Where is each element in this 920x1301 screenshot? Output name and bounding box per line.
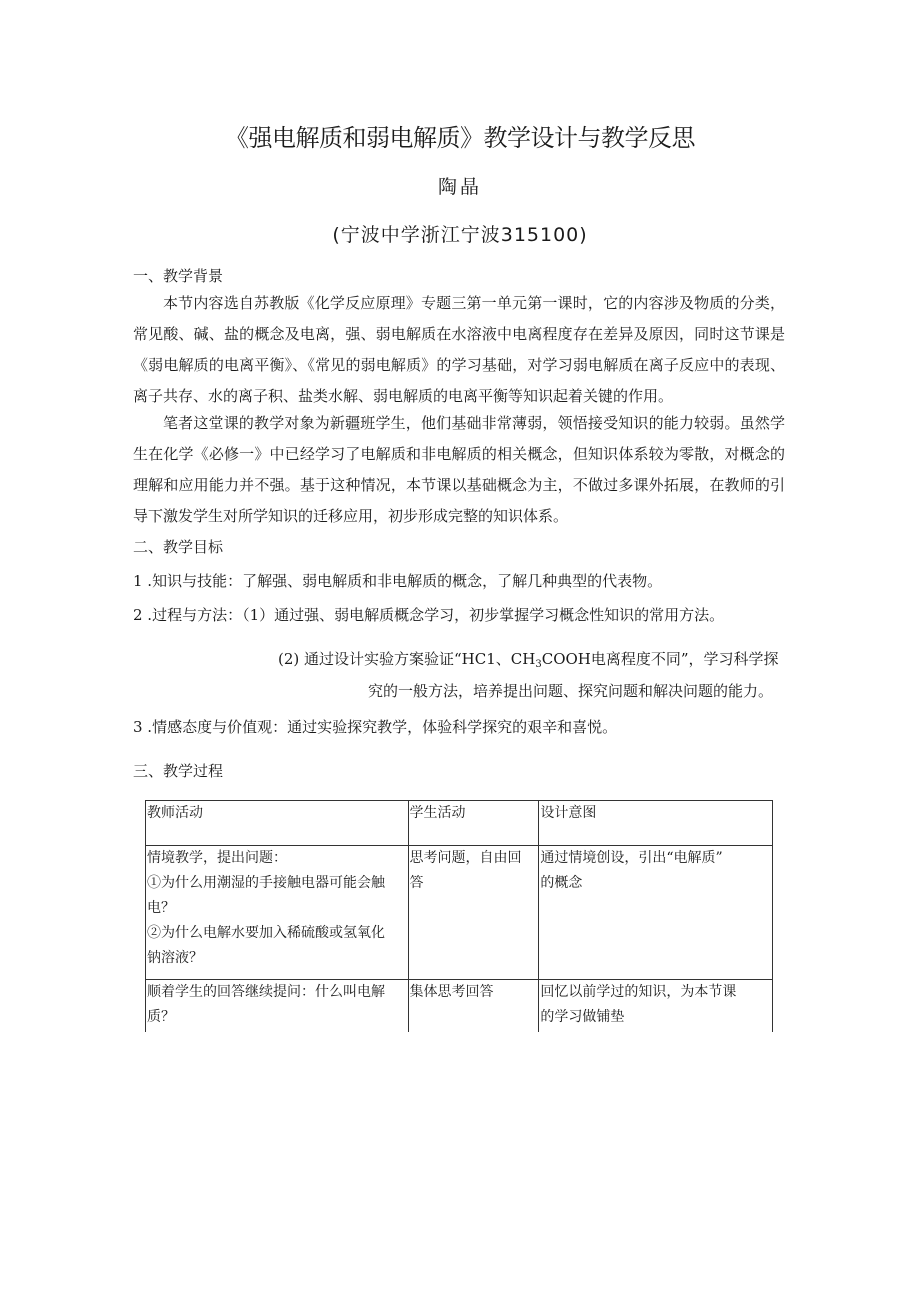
author-affiliation: (宁波中学浙江宁波315100) — [332, 224, 588, 246]
cell-line: 情境教学，提出问题： — [147, 850, 287, 866]
cell-line: 电？ — [147, 900, 175, 916]
student-activity-cell — [408, 980, 539, 1032]
header-design-intent: 设计意图 — [539, 801, 773, 846]
section-heading-background: 一、教学背景 — [133, 267, 224, 285]
cell-line: 钠溶液？ — [147, 950, 203, 966]
document-title: 《强电解质和弱电解质》教学设计与教学反思 — [225, 124, 695, 152]
table-row — [146, 980, 773, 1032]
cell-line: ①为什么用潮湿的手接触电器可能会触 — [147, 875, 385, 891]
section-heading-process: 三、教学过程 — [133, 762, 224, 780]
cell-line: 思考问题，自由回 — [409, 850, 522, 866]
section-heading-goals: 二、教学目标 — [133, 538, 224, 556]
author-name: 陶晶 — [437, 176, 482, 198]
cell-line: 的学习做铺垫 — [540, 1009, 625, 1025]
header-teacher-activity: 教师活动 — [146, 801, 409, 846]
cell-line: 通过情境创设，引出“电解质” — [540, 850, 723, 866]
student-activity-cell — [408, 846, 539, 980]
goal-process-2-text-a: (2) 通过设计实验方案验证“HC1、CH — [278, 650, 536, 668]
table-row — [146, 846, 773, 980]
goal-process-2-cont: 究的一般方法，培养提出问题、探究问题和解决问题的能力。 — [368, 682, 774, 700]
goal-process: 2 .过程与方法：（1）通过强、弱电解质概念学习，初步掌握学习概念性知识的常用方法。 — [133, 606, 725, 624]
cell-line: 的概念 — [540, 875, 583, 891]
teacher-activity-cell — [146, 846, 409, 980]
goal-process-2-text-b: COOH电离程度不同”，学习科学探 — [541, 650, 779, 668]
cell-line: 顺着学生的回答继续提问：什么叫电解 — [147, 984, 385, 1000]
teacher-activity-cell — [146, 980, 409, 1032]
cell-line: 答 — [409, 875, 424, 891]
background-paragraph-1: 本节内容选自苏教版《化学反应原理》专题三第一单元第一课时，它的内容涉及物质的分类，常见酸、碱、盐的概念及电离，强、弱电解质在水溶液中电离程度存在差异及原因，同时这节课是《弱电解质的电离平衡》、《常见的弱电解质》的学习基础，对学习弱电解质在离子反应中的表现、离子共存、水的离子积、盐类水解、弱电解质的电离平衡等知识起着关键的作用。 — [133, 294, 785, 405]
cell-line: 质？ — [147, 1009, 175, 1025]
goal-process-2 — [278, 648, 779, 670]
header-student-activity: 学生活动 — [408, 801, 539, 846]
cell-line: ②为什么电解水要加入稀硫酸或氢氧化 — [147, 925, 385, 941]
design-intent-cell — [539, 980, 773, 1032]
goal-knowledge: 1 .知识与技能：了解强、弱电解质和非电解质的概念，了解几种典型的代表物。 — [133, 572, 663, 590]
goal-emotion: 3 .情感态度与价值观：通过实验探究教学，体验科学探究的艰辛和喜悦。 — [133, 718, 618, 736]
design-intent-cell — [539, 846, 773, 980]
table-header-row — [146, 801, 773, 846]
background-paragraph-2: 笔者这堂课的教学对象为新疆班学生，他们基础非常薄弱，领悟接受知识的能力较弱。虽然学生在化学《必修一》中已经学习了电解质和非电解质的相关概念，但知识体系较为零散，对概念的理解和应用能力并不强。基于这种情况，本节课以基础概念为主，不做过多课外拓展，在教师的引导下激发学生对所学知识的迁移应用，初步形成完整的知识体系。 — [133, 414, 785, 525]
cell-line: 回忆以前学过的知识，为本节课 — [540, 984, 737, 1000]
cell-line: 集体思考回答 — [409, 984, 494, 1000]
teaching-process-table — [145, 800, 773, 1032]
goal-process-2-subscript: 3 — [535, 659, 542, 670]
